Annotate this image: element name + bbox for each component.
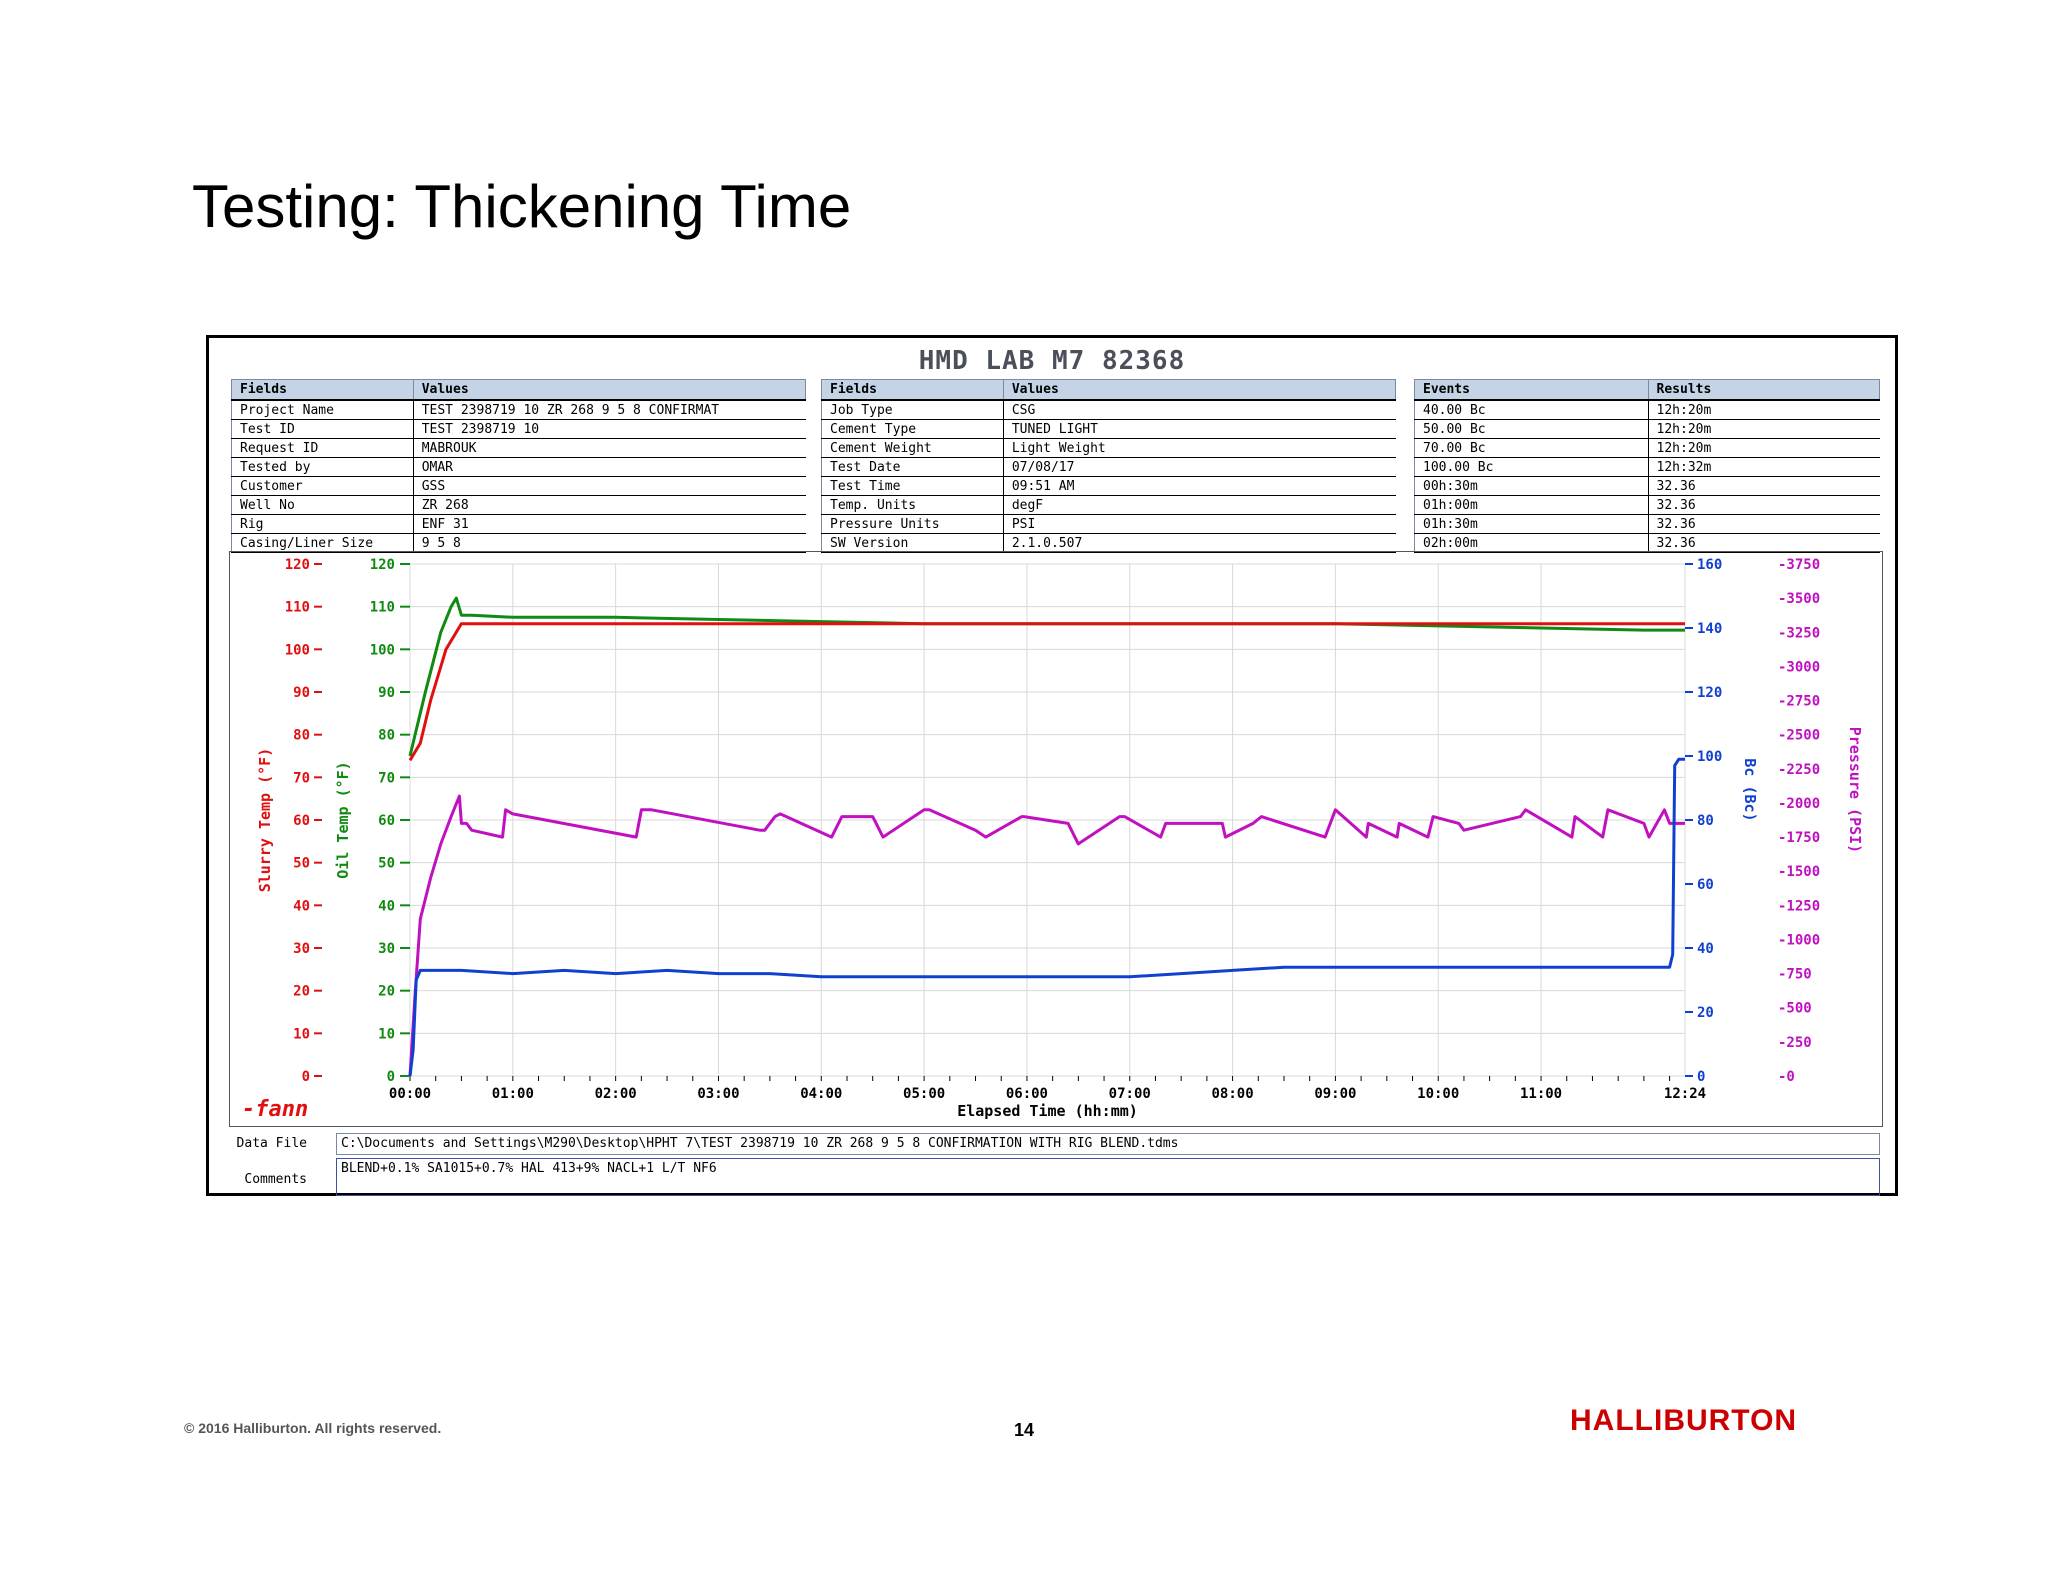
bc-tick-label: 60 <box>1697 877 1714 893</box>
table-header: Fields <box>232 380 414 401</box>
table-row <box>1415 515 1880 534</box>
table-cell: 32.36 <box>1648 534 1879 553</box>
table-row <box>232 496 806 515</box>
table-cell: Test Date <box>822 458 1004 477</box>
table-row <box>232 534 806 553</box>
pressure-tick-label: -750 <box>1778 966 1812 983</box>
pressure-tick-label: -2250 <box>1778 761 1821 778</box>
x-tick-label: 07:00 <box>1108 1086 1151 1102</box>
slurry-temp-tick-label: 10 <box>293 1026 310 1043</box>
table-cell: CSG <box>1003 400 1395 420</box>
x-tick-label: 10:00 <box>1417 1086 1460 1102</box>
table-row <box>232 458 806 477</box>
slurry-temp-tick-label: 20 <box>293 983 310 1000</box>
oil-temp-tick-label: 100 <box>369 642 395 659</box>
table-header: Results <box>1648 380 1879 401</box>
data-file-label: Data File <box>236 1136 307 1151</box>
pressure-axis-title: Pressure (PSI) <box>1846 726 1864 854</box>
oil-temp-tick-label: 0 <box>386 1069 395 1085</box>
oil-temp-tick-label: 20 <box>378 983 395 1000</box>
table-header: Events <box>1415 380 1649 401</box>
pressure-tick-label: -2000 <box>1778 795 1821 812</box>
table-row <box>1415 439 1880 458</box>
bc-tick-label: 160 <box>1697 557 1723 573</box>
table-cell: 32.36 <box>1648 477 1879 496</box>
table-cell: Casing/Liner Size <box>232 534 414 553</box>
table-row <box>822 458 1396 477</box>
oil-temp-tick-label: 50 <box>378 855 395 872</box>
slurry-temp-tick-label: 100 <box>284 642 310 659</box>
slurry-temp-tick-label: 0 <box>301 1069 310 1085</box>
bc-tick-label: 140 <box>1697 621 1723 637</box>
table-cell: Request ID <box>232 439 414 458</box>
table-cell: TEST 2398719 10 ZR 268 9 5 8 CONFIRMAT <box>413 400 805 420</box>
pressure-tick-label: -1500 <box>1778 864 1821 881</box>
table-row <box>822 439 1396 458</box>
slurry-temp-tick-label: 90 <box>293 685 310 701</box>
table-header: Fields <box>822 380 1004 401</box>
table-row <box>822 515 1396 534</box>
table-row <box>232 515 806 534</box>
pressure-tick-label: -3000 <box>1778 659 1821 676</box>
table-cell: 00h:30m <box>1415 477 1649 496</box>
copyright-text: © 2016 Halliburton. All rights reserved. <box>184 1420 442 1436</box>
table-cell: TEST 2398719 10 <box>413 420 805 439</box>
x-tick-label: 04:00 <box>800 1086 843 1102</box>
table-cell: Test Time <box>822 477 1004 496</box>
table-row <box>822 400 1396 420</box>
table-row <box>1415 477 1880 496</box>
bc-tick-label: 80 <box>1697 813 1714 829</box>
x-tick-label: 02:00 <box>594 1086 637 1102</box>
slurry-temp-tick-label: 30 <box>293 941 310 957</box>
table-cell: Project Name <box>232 400 414 420</box>
table-row <box>1415 400 1880 420</box>
table-cell: Job Type <box>822 400 1004 420</box>
table-cell: Temp. Units <box>822 496 1004 515</box>
x-tick-label: 09:00 <box>1314 1086 1357 1102</box>
table-cell: 02h:00m <box>1415 534 1649 553</box>
pressure-tick-label: -500 <box>1778 1000 1812 1017</box>
table-cell: TUNED LIGHT <box>1003 420 1395 439</box>
page-number: 14 <box>1014 1420 1035 1440</box>
table-cell: 01h:30m <box>1415 515 1649 534</box>
table-row <box>232 477 806 496</box>
bc-tick-label: 40 <box>1697 941 1714 957</box>
table-cell: 07/08/17 <box>1003 458 1395 477</box>
oil-temp-tick-label: 30 <box>378 941 395 957</box>
table-row <box>1415 496 1880 515</box>
x-tick-label: 08:00 <box>1211 1086 1254 1102</box>
pressure-tick-label: -1750 <box>1778 830 1821 847</box>
x-tick-label: 00:00 <box>388 1086 432 1102</box>
pressure-tick-label: -0 <box>1778 1069 1795 1085</box>
x-tick-label: 03:00 <box>697 1086 740 1102</box>
fann-logo: -fann <box>242 1097 309 1122</box>
table-cell: Pressure Units <box>822 515 1004 534</box>
table-cell: Cement Type <box>822 420 1004 439</box>
table-cell: degF <box>1003 496 1395 515</box>
comments-field[interactable]: BLEND+0.1% SA1015+0.7% HAL 413+9% NACL+1 L/T NF6 <box>336 1158 1880 1196</box>
table-cell: 2.1.0.507 <box>1003 534 1395 553</box>
bc-tick-label: 0 <box>1697 1069 1706 1085</box>
slurry-temp-tick-label: 60 <box>293 813 310 829</box>
table-row <box>1415 420 1880 439</box>
x-tick-label: 12:24 <box>1663 1086 1707 1102</box>
table-cell: 100.00 Bc <box>1415 458 1649 477</box>
x-tick-label: 06:00 <box>1005 1086 1049 1102</box>
table-cell: 40.00 Bc <box>1415 400 1649 420</box>
table-row <box>822 420 1396 439</box>
table-header: Values <box>1003 380 1395 401</box>
table-cell: PSI <box>1003 515 1395 534</box>
table-row <box>822 534 1396 553</box>
oil-temp-tick-label: 120 <box>369 557 395 573</box>
bc-tick-label: 20 <box>1697 1005 1714 1021</box>
table-row <box>232 439 806 458</box>
table-cell: Cement Weight <box>822 439 1004 458</box>
table-cell: Tested by <box>232 458 414 477</box>
halliburton-logo: HALLIBURTON <box>1570 1404 1798 1437</box>
test-info-table <box>231 379 806 553</box>
data-file-field[interactable]: C:\Documents and Settings\M290\Desktop\HPHT 7\TEST 2398719 10 ZR 268 9 5 8 CONFIRMATION WITH RIG BLEND.tdms <box>336 1133 1880 1155</box>
table-cell: 50.00 Bc <box>1415 420 1649 439</box>
thickening-time-chart <box>229 551 1883 1127</box>
table-cell: 70.00 Bc <box>1415 439 1649 458</box>
oil-temp-tick-label: 10 <box>378 1026 395 1043</box>
table-row <box>822 477 1396 496</box>
pressure-tick-label: -2750 <box>1778 693 1821 710</box>
table-cell: 12h:32m <box>1648 458 1879 477</box>
bc-tick-label: 100 <box>1697 749 1723 765</box>
x-tick-label: 11:00 <box>1519 1086 1563 1102</box>
x-tick-label: 05:00 <box>903 1086 946 1102</box>
job-info-table <box>821 379 1396 553</box>
table-cell: 12h:20m <box>1648 420 1879 439</box>
report-panel <box>206 335 1898 1196</box>
comments-label: Comments <box>244 1172 307 1187</box>
oil-temp-tick-label: 110 <box>369 599 395 616</box>
x-tick-label: 01:00 <box>491 1086 534 1102</box>
slurry-temp-tick-label: 50 <box>293 855 310 872</box>
table-row <box>1415 458 1880 477</box>
table-cell: 32.36 <box>1648 496 1879 515</box>
pressure-tick-label: -1000 <box>1778 932 1821 949</box>
table-cell: SW Version <box>822 534 1004 553</box>
table-cell: 9 5 8 <box>413 534 805 553</box>
oil-temp-tick-label: 40 <box>378 898 395 915</box>
table-cell: 09:51 AM <box>1003 477 1395 496</box>
x-axis-title: Elapsed Time (hh:mm) <box>957 1102 1138 1120</box>
oil-temp-tick-label: 80 <box>378 727 395 744</box>
table-cell: GSS <box>413 477 805 496</box>
table-cell: 32.36 <box>1648 515 1879 534</box>
oil-temp-tick-label: 60 <box>378 813 395 829</box>
table-cell: Customer <box>232 477 414 496</box>
pressure-tick-label: -1250 <box>1778 898 1821 915</box>
table-cell: OMAR <box>413 458 805 477</box>
table-cell: ENF 31 <box>413 515 805 534</box>
table-cell: Rig <box>232 515 414 534</box>
table-cell: ZR 268 <box>413 496 805 515</box>
slide-title: Testing: Thickening Time <box>192 173 852 240</box>
bc-axis-title: Bc (Bc) <box>1741 758 1759 822</box>
slurry-temp-tick-label: 70 <box>293 770 310 787</box>
table-cell: Test ID <box>232 420 414 439</box>
chart-svg <box>230 552 1880 1124</box>
slurry-temp-tick-label: 80 <box>293 727 310 744</box>
slurry-temp-tick-label: 40 <box>293 898 310 915</box>
table-cell: MABROUK <box>413 439 805 458</box>
table-cell: Light Weight <box>1003 439 1395 458</box>
table-cell: 12h:20m <box>1648 439 1879 458</box>
slurry-temp-axis-title: Slurry Temp (°F) <box>256 747 274 893</box>
pressure-tick-label: -2500 <box>1778 727 1821 744</box>
bc-tick-label: 120 <box>1697 685 1723 701</box>
pressure-tick-label: -3250 <box>1778 625 1821 642</box>
pressure-tick-label: -3500 <box>1778 591 1821 608</box>
oil-temp-tick-label: 90 <box>378 685 395 701</box>
slurry-temp-tick-label: 120 <box>284 557 310 573</box>
table-row <box>1415 534 1880 553</box>
events-results-table <box>1414 379 1880 553</box>
table-cell: 01h:00m <box>1415 496 1649 515</box>
pressure-tick-label: -3750 <box>1778 557 1821 573</box>
table-row <box>822 496 1396 515</box>
oil-temp-axis-title: Oil Temp (°F) <box>334 761 352 879</box>
table-cell: Well No <box>232 496 414 515</box>
oil-temp-tick-label: 70 <box>378 770 395 787</box>
table-row <box>232 420 806 439</box>
table-header: Values <box>413 380 805 401</box>
table-cell: 12h:20m <box>1648 400 1879 420</box>
lab-title: HMD LAB M7 82368 <box>918 346 1186 376</box>
pressure-tick-label: -250 <box>1778 1034 1812 1051</box>
slurry-temp-tick-label: 110 <box>284 599 310 616</box>
table-row <box>232 400 806 420</box>
